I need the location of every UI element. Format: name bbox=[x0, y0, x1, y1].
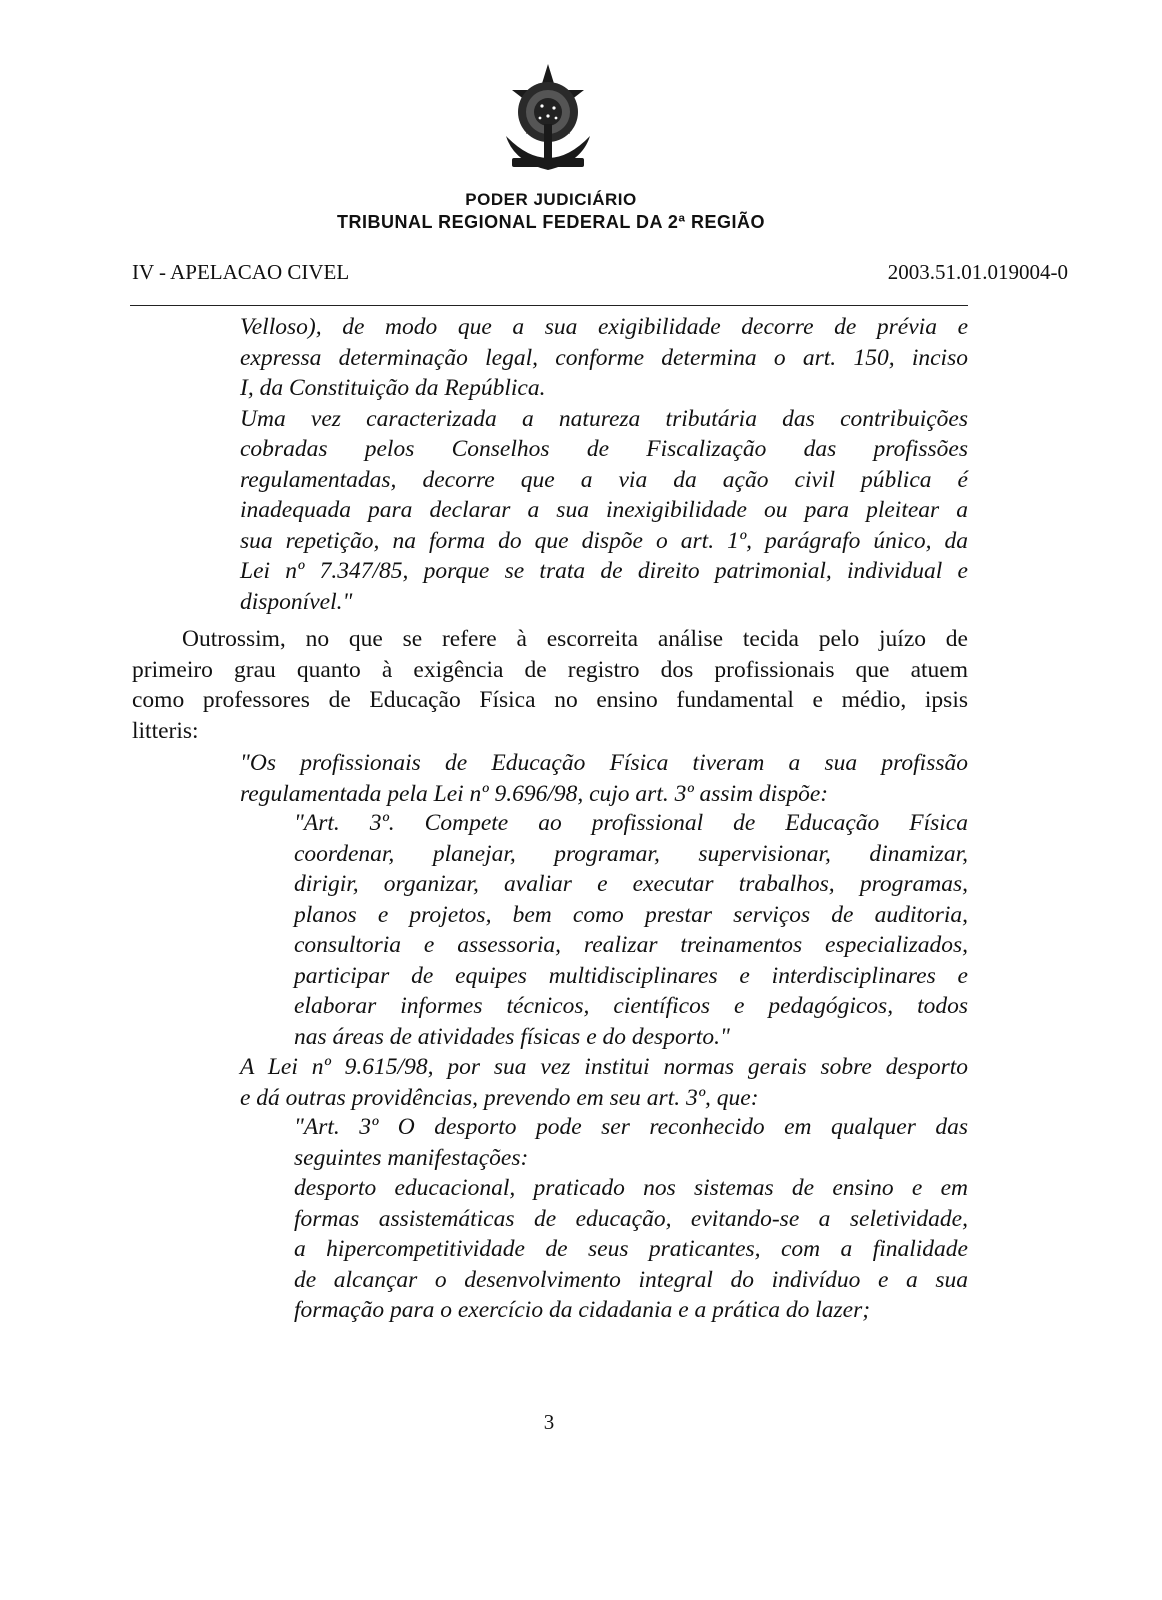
quote-line: Lei nº 7.347/85, porque se trata de direito patrimonial, individual e bbox=[240, 558, 968, 584]
quote-line: regulamentadas, decorre que a via da ação civil pública é bbox=[240, 466, 968, 493]
paragraph-line: Outrossim, no que se refere à escorreita análise tecida pelo juízo de bbox=[182, 626, 968, 652]
quote-line: I, da Constituição da República. bbox=[240, 375, 546, 401]
quote-block-2 bbox=[240, 748, 968, 809]
quote-line: regulamentada pela Lei nº 9.696/98, cujo art. 3º assim dispõe: bbox=[240, 780, 829, 807]
article-line: a hipercompetitividade de seus praticantes, com a finalidade bbox=[294, 1236, 968, 1262]
quote-line: A Lei nº 9.615/98, por sua vez institui normas gerais sobre desporto bbox=[240, 1054, 968, 1080]
article-line: participar de equipes multidisciplinares e interdisciplinares e bbox=[294, 962, 968, 989]
quote-line: sua repetição, na forma do que dispõe o art. 1º, parágrafo único, da bbox=[240, 527, 968, 554]
article-line: formação para o exercício da cidadania e a prática do lazer; bbox=[294, 1297, 871, 1323]
article-line: planos e projetos, bem como prestar serviços de auditoria, bbox=[294, 901, 968, 928]
header-rule bbox=[130, 305, 968, 306]
quote-line: Uma vez caracterizada a natureza tributária das contribuições bbox=[240, 405, 968, 432]
quote-block-1 bbox=[240, 312, 968, 617]
page-number: 3 bbox=[543, 1410, 555, 1434]
quote-line: e dá outras providências, prevendo em seu art. 3º, que: bbox=[240, 1084, 759, 1111]
article-line: seguintes manifestações: bbox=[294, 1144, 529, 1171]
article-line: "Art. 3º. Compete ao profissional de Educação Física bbox=[294, 810, 968, 836]
paragraph-line: primeiro grau quanto à exigência de registro dos profissionais que atuem bbox=[132, 656, 968, 683]
article-line: elaborar informes técnicos, científicos e pedagógicos, todos bbox=[294, 993, 968, 1019]
court-name-title: TRIBUNAL REGIONAL FEDERAL DA 2ª REGIÃO bbox=[336, 212, 766, 232]
paragraph-line: litteris: bbox=[132, 717, 199, 744]
article-line: desporto educacional, praticado nos sistemas de ensino e em bbox=[294, 1175, 968, 1201]
case-type: IV - APELACAO CIVEL bbox=[132, 260, 350, 284]
coat-of-arms-emblem bbox=[496, 62, 600, 178]
quote-line: cobradas pelos Conselhos de Fiscalização das profissões bbox=[240, 436, 968, 462]
quote-line: disponível." bbox=[240, 588, 353, 615]
article-quote-1 bbox=[294, 808, 968, 1052]
article-line: formas assistemáticas de educação, evitando-se a seletividade, bbox=[294, 1205, 968, 1232]
body-paragraph bbox=[132, 624, 968, 746]
article-line: "Art. 3º O desporto pode ser reconhecido em qualquer das bbox=[294, 1114, 968, 1140]
quote-line: expressa determinação legal, conforme determina o art. 150, inciso bbox=[240, 344, 968, 371]
quote-line: inadequada para declarar a sua inexigibilidade ou para pleitear a bbox=[240, 497, 968, 523]
article-line: dirigir, organizar, avaliar e executar trabalhos, programas, bbox=[294, 871, 968, 897]
article-quote-2 bbox=[294, 1112, 968, 1326]
paragraph-line: como professores de Educação Física no ensino fundamental e médio, ipsis bbox=[132, 687, 968, 713]
quote-line: Velloso), de modo que a sua exigibilidade decorre de prévia e bbox=[240, 314, 968, 340]
court-power-title: PODER JUDICIÁRIO bbox=[465, 190, 637, 209]
quote-line: "Os profissionais de Educação Física tiveram a sua profissão bbox=[240, 750, 968, 776]
article-line: coordenar, planejar, programar, supervisionar, dinamizar, bbox=[294, 840, 968, 867]
article-line: consultoria e assessoria, realizar treinamentos especializados, bbox=[294, 932, 968, 958]
article-line: nas áreas de atividades físicas e do desporto." bbox=[294, 1023, 730, 1050]
quote-block-3 bbox=[240, 1052, 968, 1113]
case-number: 2003.51.01.019004-0 bbox=[887, 260, 1068, 284]
article-line: de alcançar o desenvolvimento integral do indivíduo e a sua bbox=[294, 1266, 968, 1293]
